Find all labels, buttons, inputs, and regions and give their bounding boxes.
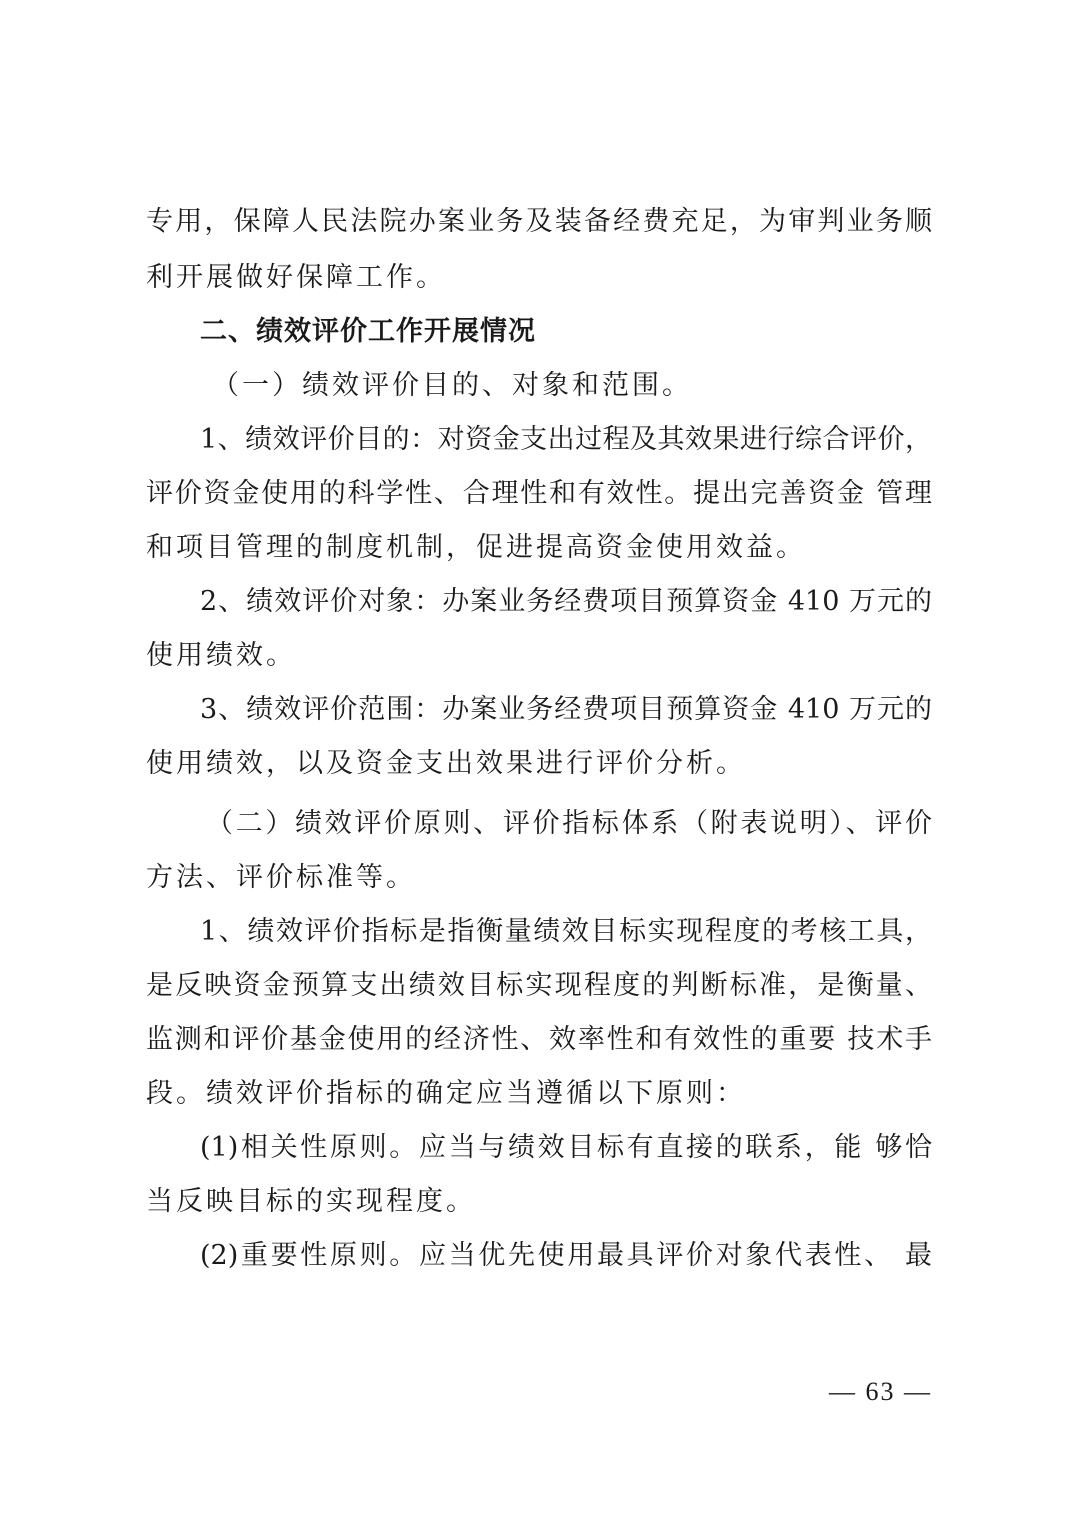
indicator-line-4: 段。绩效评价指标的确定应当遵循以下原则： [146, 1078, 746, 1109]
subsection-heading-1: （一）绩效评价目的、对象和范围。 [212, 370, 692, 401]
subsection-heading-2-line-2: 方法、评价标准等。 [146, 862, 416, 893]
item-1-line-3: 和项目管理的制度机制，促进提高资金使用效益。 [146, 532, 806, 563]
item-2-line-2: 使用绩效。 [146, 640, 296, 671]
subsection-heading-2-line-1: （二）绩效评价原则、评价指标体系（附表说明）、评价 [206, 808, 932, 839]
page-number: — 63 — [829, 1377, 932, 1406]
indicator-line-2: 是反映资金预算支出绩效目标实现程度的判断标准，是衡量、 [146, 970, 932, 1001]
paragraph-line-1: 专用，保障人民法院办案业务及装备经费充足，为审判业务顺 [146, 206, 932, 237]
principle-1-line-1: (1)相关性原则。应当与绩效目标有直接的联系，能 够恰 [200, 1132, 932, 1163]
item-3-line-2: 使用绩效，以及资金支出效果进行评价分析。 [146, 748, 746, 779]
principle-2-line-1: (2)重要性原则。应当优先使用最具评价对象代表性、 最 [200, 1240, 932, 1271]
item-1-line-1: 1、绩效评价目的：对资金支出过程及其效果进行综合评价， [200, 424, 932, 455]
item-3-line-1: 3、绩效评价范围：办案业务经费项目预算资金 410 万元的 [200, 694, 932, 725]
indicator-line-1: 1、绩效评价指标是指衡量绩效目标实现程度的考核工具， [200, 916, 932, 947]
indicator-line-3: 监测和评价基金使用的经济性、效率性和有效性的重要 技术手 [146, 1024, 932, 1055]
item-2-line-1: 2、绩效评价对象：办案业务经费项目预算资金 410 万元的 [200, 586, 932, 617]
paragraph-line-2: 利开展做好保障工作。 [146, 262, 446, 293]
principle-1-line-2: 当反映目标的实现程度。 [146, 1186, 476, 1217]
item-1-line-2: 评价资金使用的科学性、合理性和有效性。提出完善资金 管理 [146, 478, 932, 509]
section-heading-2: 二、绩效评价工作开展情况 [200, 316, 536, 347]
